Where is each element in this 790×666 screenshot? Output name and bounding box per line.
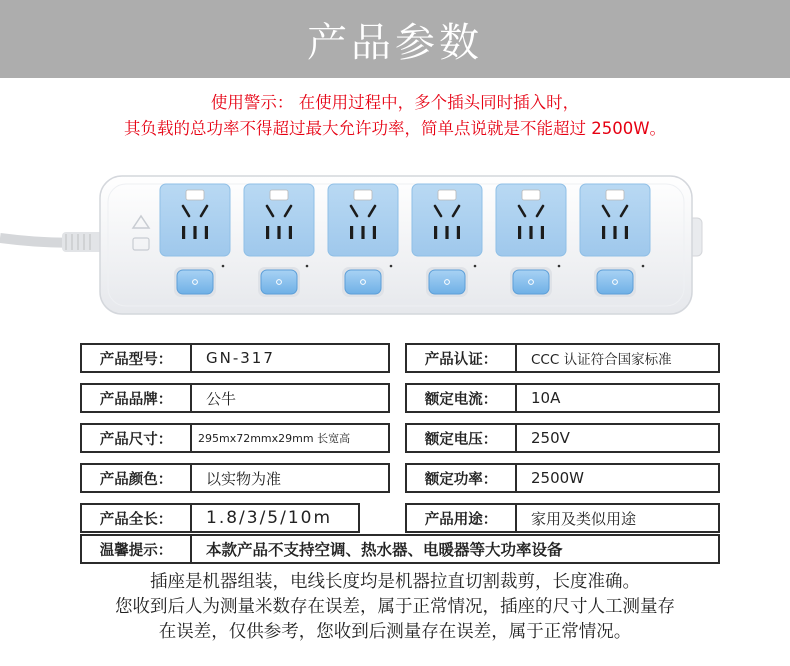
- indicator-dot: [222, 265, 225, 268]
- page-title: 产品参数: [307, 19, 483, 66]
- spec-label: 产品型号：: [80, 343, 190, 373]
- spec-value: 10A: [515, 383, 720, 413]
- power-switch-button: [513, 270, 549, 294]
- spec-row-length: [80, 503, 360, 533]
- spec-value: 250V: [515, 423, 720, 453]
- pin-slot: [445, 226, 448, 239]
- spec-row-brand: [80, 383, 390, 413]
- power-strip-illustration: [0, 160, 790, 330]
- pin-slot: [457, 226, 460, 239]
- spec-value: 公牛: [190, 383, 390, 413]
- pin-slot: [361, 226, 364, 239]
- pin-slot: [613, 226, 616, 239]
- spec-label: 产品品牌：: [80, 383, 190, 413]
- power-switch-button: [177, 270, 213, 294]
- tip-label: 温馨提示：: [80, 534, 190, 564]
- spec-row-color: [80, 463, 390, 493]
- power-cord: [0, 232, 106, 252]
- indicator-dot: [474, 265, 477, 268]
- spec-value: 家用及类似用途: [515, 503, 720, 533]
- safety-mark-icon: [606, 190, 624, 200]
- power-switch-button: [261, 270, 297, 294]
- safety-mark-icon: [354, 190, 372, 200]
- pin-slot: [193, 226, 196, 239]
- pin-slot: [205, 226, 208, 239]
- spec-row-voltage: [405, 423, 720, 453]
- power-switch-button: [597, 270, 633, 294]
- disclaimer-notes: [0, 570, 790, 645]
- safety-mark-icon: [438, 190, 456, 200]
- spec-label: 产品用途：: [405, 503, 515, 533]
- pin-slot: [541, 226, 544, 239]
- pin-slot: [350, 226, 353, 239]
- product-image: [0, 160, 790, 330]
- spec-row-certification: [405, 343, 720, 373]
- spec-label: 额定功率：: [405, 463, 515, 493]
- power-switch-button: [429, 270, 465, 294]
- spec-value: 2500W: [515, 463, 720, 493]
- spec-value: GN-317: [190, 343, 390, 373]
- warning-line-1: 使用警示： 在使用过程中，多个插头同时插入时，: [210, 93, 580, 112]
- safety-mark-icon: [186, 190, 204, 200]
- note-line-2: 您收到后人为测量米数存在误差，属于正常情况，插座的尺寸人工测量存: [115, 597, 675, 617]
- spec-label: 产品尺寸：: [80, 423, 190, 453]
- spec-label: 产品全长：: [80, 503, 190, 533]
- pin-slot: [266, 226, 269, 239]
- pin-slot: [434, 226, 437, 239]
- header-banner: [0, 0, 790, 78]
- spec-label: 额定电流：: [405, 383, 515, 413]
- pin-slot: [529, 226, 532, 239]
- spec-label: 额定电压：: [405, 423, 515, 453]
- indicator-dot: [642, 265, 645, 268]
- spec-value: 295mx72mmx29mm 长宽高: [190, 423, 390, 453]
- pin-slot: [602, 226, 605, 239]
- tip-value: 本款产品不支持空调、热水器、电暖器等大功率设备: [190, 534, 720, 564]
- pin-slot: [277, 226, 280, 239]
- spec-label: 产品颜色：: [80, 463, 190, 493]
- indicator-dot: [306, 265, 309, 268]
- spec-value: CCC 认证符合国家标准: [515, 343, 720, 373]
- spec-row-current: [405, 383, 720, 413]
- spec-row-tip: [80, 534, 720, 564]
- pin-slot: [182, 226, 185, 239]
- usage-warning: [0, 90, 790, 142]
- indicator-dot: [390, 265, 393, 268]
- spec-value: 1.8/3/5/10m: [190, 503, 360, 533]
- pin-slot: [289, 226, 292, 239]
- safety-mark-icon: [522, 190, 540, 200]
- spec-row-power: [405, 463, 720, 493]
- spec-row-size: [80, 423, 390, 453]
- warning-line-2: 其负载的总功率不得超过最大允许功率，简单点说就是不能超过 2500W。: [123, 119, 667, 138]
- safety-mark-icon: [270, 190, 288, 200]
- spec-label: 产品认证：: [405, 343, 515, 373]
- pin-slot: [518, 226, 521, 239]
- pin-slot: [373, 226, 376, 239]
- spec-value: 以实物为准: [190, 463, 390, 493]
- spec-row-model: [80, 343, 390, 373]
- note-line-3: 在误差，仅供参考，您收到后测量存在误差，属于正常情况。: [158, 622, 632, 642]
- spec-row-usage: [405, 503, 720, 533]
- power-switch-button: [345, 270, 381, 294]
- note-line-1: 插座是机器组装，电线长度均是机器拉直切割裁剪，长度准确。: [150, 572, 640, 592]
- indicator-dot: [558, 265, 561, 268]
- pin-slot: [625, 226, 628, 239]
